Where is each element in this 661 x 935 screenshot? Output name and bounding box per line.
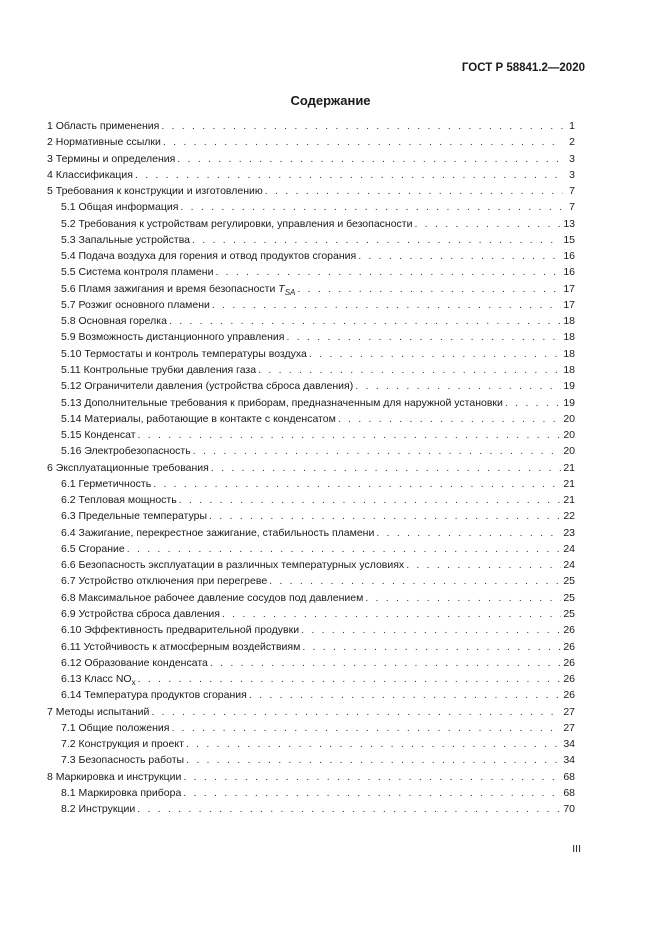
toc-entry-subscript: x xyxy=(131,678,136,688)
toc-entry-page: 3 xyxy=(569,168,575,181)
toc-entry[interactable] xyxy=(47,362,575,378)
toc-entry-title: 6.2 Тепловая мощность xyxy=(61,494,177,507)
toc-entry-page: 27 xyxy=(563,705,575,718)
toc-entry-title: 7.2 Конструкция и проект xyxy=(61,738,184,751)
toc-entry-title: 6.3 Предельные температуры xyxy=(61,510,207,523)
toc-leader-dots xyxy=(138,427,562,443)
toc-entry-title: 2 Нормативные ссылки xyxy=(47,136,161,149)
toc-entry-title: 6.10 Эффективность предварительной продувки xyxy=(61,624,300,637)
toc-entry[interactable] xyxy=(47,590,575,606)
toc-entry-title: 6.9 Устройства сброса давления xyxy=(61,607,220,620)
toc-entry-title: 5.3 Запальные устройства xyxy=(61,233,191,246)
toc-entry[interactable] xyxy=(47,232,575,248)
toc-entry[interactable] xyxy=(47,687,575,703)
toc-leader-dots xyxy=(215,264,561,280)
toc-entry-page: 2 xyxy=(569,136,575,149)
toc-entry-title: 5.11 Контрольные трубки давления газа xyxy=(61,363,257,376)
toc-entry-title: 6.8 Максимальное рабочее давление сосудов под давлением xyxy=(61,591,364,604)
toc-leader-dots xyxy=(265,183,563,199)
toc-entry-title: 5.8 Основная горелка xyxy=(61,315,167,328)
toc-entry-title: 5.9 Возможность дистанционного управления xyxy=(61,331,285,344)
toc-entry[interactable] xyxy=(47,427,575,443)
toc-entry[interactable] xyxy=(47,622,575,638)
toc-entry-page: 26 xyxy=(563,689,575,702)
toc-leader-dots xyxy=(249,687,561,703)
toc-entry[interactable] xyxy=(47,264,575,280)
toc-entry-page: 20 xyxy=(563,445,575,458)
toc-entry-title: 8.2 Инструкции xyxy=(61,803,136,816)
toc-leader-dots xyxy=(269,573,561,589)
toc-entry-page: 68 xyxy=(563,770,575,783)
toc-entry-title: 5.15 Конденсат xyxy=(61,429,136,442)
toc-entry-page: 23 xyxy=(563,526,575,539)
toc-entry-page: 25 xyxy=(563,591,575,604)
toc-leader-dots xyxy=(222,606,561,622)
toc-entry[interactable] xyxy=(47,525,575,541)
toc-entry[interactable] xyxy=(47,671,575,687)
page-number: III xyxy=(572,843,581,855)
toc-entry-page: 34 xyxy=(563,754,575,767)
toc-entry-title: 4 Классификация xyxy=(47,168,133,181)
toc-entry-title: 5.4 Подача воздуха для горения и отвод продуктов сгорания xyxy=(61,250,357,263)
document-standard-header: ГОСТ Р 58841.2—2020 xyxy=(461,62,585,74)
toc-leader-dots xyxy=(192,232,561,248)
toc-entry-title: 6.12 Образование конденсата xyxy=(61,656,208,669)
toc-entry-title: 5.1 Общая информация xyxy=(61,201,179,214)
toc-entry-page: 1 xyxy=(569,120,575,132)
toc-leader-dots xyxy=(286,329,561,345)
toc-entry[interactable] xyxy=(47,313,575,329)
toc-leader-dots xyxy=(169,313,561,329)
toc-leader-dots xyxy=(212,297,561,313)
toc-entry-page: 15 xyxy=(563,233,575,246)
toc-leader-dots xyxy=(258,362,561,378)
toc-leader-dots xyxy=(161,118,563,134)
toc-entry[interactable] xyxy=(47,167,575,183)
toc-entry-page: 24 xyxy=(563,559,575,572)
toc-leader-dots xyxy=(209,508,561,524)
toc-entry-title: 7.1 Общие положения xyxy=(61,721,170,734)
toc-entry-page: 68 xyxy=(563,786,575,799)
toc-entry-page: 18 xyxy=(563,347,575,360)
toc-entry-title: 7 Методы испытаний xyxy=(47,705,150,718)
toc-entry[interactable] xyxy=(47,492,575,508)
toc-entry[interactable] xyxy=(47,281,575,297)
toc-entry[interactable] xyxy=(47,216,575,232)
toc-leader-dots xyxy=(406,557,561,573)
toc-entry[interactable] xyxy=(47,785,575,801)
toc-leader-dots xyxy=(376,525,561,541)
toc-entry-subscript: SA xyxy=(284,287,296,297)
toc-entry-title: 6.11 Устойчивость к атмосферным воздействиям xyxy=(61,640,301,653)
toc-entry-title: 6.4 Зажигание, перекрестное зажигание, стабильность пламени xyxy=(61,526,375,539)
toc-leader-dots xyxy=(365,590,561,606)
page-title: Содержание xyxy=(290,93,371,108)
toc-entry-title: 5.14 Материалы, работающие в контакте с конденсатом xyxy=(61,412,336,425)
toc-entry[interactable] xyxy=(47,329,575,345)
toc-entry[interactable] xyxy=(47,183,575,199)
toc-leader-dots xyxy=(179,492,562,508)
toc-leader-dots xyxy=(309,346,561,362)
toc-entry-page: 21 xyxy=(563,477,575,490)
toc-entry-page: 16 xyxy=(563,266,575,279)
toc-leader-dots xyxy=(183,769,561,785)
toc-entry-title: 5 Требования к конструкции и изготовлению xyxy=(47,185,263,198)
toc-leader-dots xyxy=(505,395,561,411)
toc-leader-dots xyxy=(338,411,562,427)
toc-entry-page: 24 xyxy=(563,542,575,555)
toc-leader-dots xyxy=(138,671,562,687)
toc-entry-page: 18 xyxy=(563,363,575,376)
toc-entry[interactable] xyxy=(47,639,575,655)
toc-entry[interactable] xyxy=(47,476,575,492)
toc-entry-page: 21 xyxy=(563,494,575,507)
toc-entry[interactable] xyxy=(47,541,575,557)
toc-entry-page: 26 xyxy=(563,656,575,669)
toc-entry-page: 25 xyxy=(563,607,575,620)
toc-entry-page: 27 xyxy=(563,721,575,734)
toc-leader-dots xyxy=(180,199,563,215)
toc-leader-dots xyxy=(177,151,563,167)
toc-entry-page: 17 xyxy=(563,298,575,311)
toc-leader-dots xyxy=(302,639,561,655)
toc-entry[interactable] xyxy=(47,297,575,313)
toc-leader-dots xyxy=(297,281,561,297)
toc-entry-page: 18 xyxy=(563,331,575,344)
toc-entry-page: 26 xyxy=(563,640,575,653)
toc-leader-dots xyxy=(301,622,561,638)
toc-entry-title: 7.3 Безопасность работы xyxy=(61,754,185,767)
toc-entry-title: 5.6 Пламя зажигания и время безопасности $T_{SA}$ xyxy=(61,282,296,297)
toc-entry-page: 7 xyxy=(569,201,575,214)
toc-entry-page: 70 xyxy=(563,803,575,816)
toc-entry-page: 16 xyxy=(563,250,575,263)
toc-leader-dots xyxy=(186,736,561,752)
toc-entry[interactable] xyxy=(47,720,575,736)
toc-entry[interactable] xyxy=(47,248,575,264)
toc-entry[interactable] xyxy=(47,346,575,362)
toc-leader-dots xyxy=(171,720,561,736)
toc-entry-title: 5.16 Электробезопасность xyxy=(61,445,191,458)
toc-entry-title: 5.13 Дополнительные требования к приборам, предназначенным для наружной установки xyxy=(61,396,503,409)
toc-entry[interactable] xyxy=(47,769,575,785)
toc-entry-title: 8 Маркировка и инструкции xyxy=(47,770,182,783)
toc-entry-title: 5.12 Ограничители давления (устройства сброса давления) xyxy=(61,380,354,393)
toc-entry[interactable] xyxy=(47,151,575,167)
toc-entry-title: 5.7 Розжиг основного пламени xyxy=(61,298,210,311)
toc-entry[interactable] xyxy=(47,395,575,411)
toc-entry-page: 13 xyxy=(563,217,575,230)
toc-entry[interactable] xyxy=(47,411,575,427)
toc-entry-title: 6.5 Сгорание xyxy=(61,542,125,555)
toc-entry[interactable] xyxy=(47,704,575,720)
toc-entry-page: 26 xyxy=(563,624,575,637)
toc-entry[interactable] xyxy=(47,118,575,134)
toc-entry[interactable] xyxy=(47,573,575,589)
toc-entry-page: 17 xyxy=(563,282,575,295)
toc-leader-dots xyxy=(137,801,561,817)
toc-entry-title: 6.14 Температура продуктов сгорания xyxy=(61,689,247,702)
toc-leader-dots xyxy=(358,248,561,264)
toc-leader-dots xyxy=(127,541,562,557)
toc-entry[interactable] xyxy=(47,199,575,215)
table-of-contents xyxy=(47,118,575,817)
toc-leader-dots xyxy=(135,167,563,183)
toc-entry-title: 5.2 Требования к устройствам регулировки, управления и безопасности xyxy=(61,217,413,230)
toc-entry[interactable] xyxy=(47,378,575,394)
toc-entry-title: 3 Термины и определения xyxy=(47,152,176,165)
toc-entry-page: 21 xyxy=(563,461,575,474)
toc-entry[interactable] xyxy=(47,801,575,817)
toc-entry[interactable] xyxy=(47,443,575,459)
toc-leader-dots xyxy=(163,134,563,150)
toc-entry-title: 6.7 Устройство отключения при перегреве xyxy=(61,575,268,588)
toc-entry-page: 20 xyxy=(563,429,575,442)
toc-leader-dots xyxy=(211,460,561,476)
toc-entry-page: 20 xyxy=(563,412,575,425)
toc-entry-title: 6.6 Безопасность эксплуатации в различных температурных условиях xyxy=(61,559,405,572)
toc-entry-page: 19 xyxy=(563,396,575,409)
toc-leader-dots xyxy=(414,216,561,232)
toc-entry[interactable] xyxy=(47,736,575,752)
toc-entry-page: 25 xyxy=(563,575,575,588)
toc-entry-page: 26 xyxy=(563,673,575,686)
toc-entry[interactable] xyxy=(47,606,575,622)
toc-leader-dots xyxy=(153,476,561,492)
toc-entry[interactable] xyxy=(47,752,575,768)
toc-entry-title: 8.1 Маркировка прибора xyxy=(61,786,182,799)
toc-entry-page: 18 xyxy=(563,315,575,328)
toc-leader-dots xyxy=(193,443,562,459)
toc-entry-page: 22 xyxy=(563,510,575,523)
toc-entry-page: 34 xyxy=(563,738,575,751)
toc-entry-title: 5.10 Термостаты и контроль температуры воздуха xyxy=(61,347,307,360)
toc-leader-dots xyxy=(186,752,561,768)
toc-entry[interactable] xyxy=(47,557,575,573)
toc-entry-page: 19 xyxy=(563,380,575,393)
toc-entry-title: 6 Эксплуатационные требования xyxy=(47,461,209,474)
toc-entry[interactable] xyxy=(47,134,575,150)
toc-entry[interactable] xyxy=(47,460,575,476)
toc-entry-title: 1 Область применения xyxy=(47,120,160,132)
toc-leader-dots xyxy=(183,785,561,801)
toc-entry-title: 6.1 Герметичность xyxy=(61,477,152,490)
toc-entry-page: 3 xyxy=(569,152,575,165)
toc-leader-dots xyxy=(355,378,561,394)
toc-entry-page: 7 xyxy=(569,185,575,198)
toc-leader-dots xyxy=(210,655,561,671)
toc-entry-title: 5.5 Система контроля пламени xyxy=(61,266,214,279)
toc-entry[interactable] xyxy=(47,508,575,524)
toc-entry[interactable] xyxy=(47,655,575,671)
toc-entry-title: 6.13 Класс $NO_x$ xyxy=(61,673,136,688)
toc-leader-dots xyxy=(151,704,561,720)
